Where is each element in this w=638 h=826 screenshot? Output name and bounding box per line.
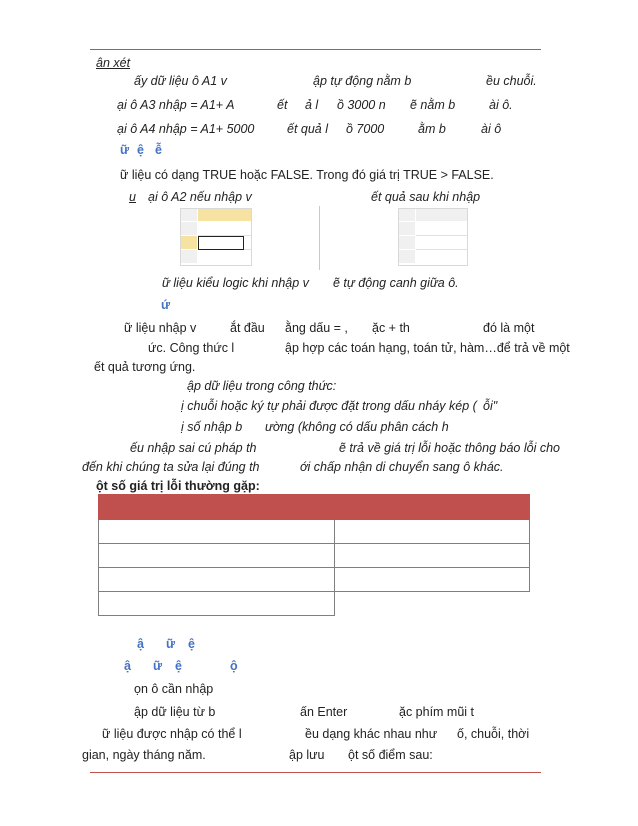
text-line: ập tự động nằm b	[313, 74, 412, 88]
text-line: ại ô A4 nhập = A1+ 5000	[117, 122, 255, 136]
active-cell[interactable]	[198, 236, 244, 250]
error-table	[98, 494, 530, 616]
error-text: đến khi chúng ta sửa lại đúng th	[82, 460, 260, 474]
error-text: ẽ trả về giá trị lỗi hoặc thông báo lỗi cho	[339, 441, 560, 455]
table-row	[99, 592, 530, 616]
formula-text: ữ liệu nhập v	[124, 321, 197, 335]
step-text: ặc phím mũi t	[399, 705, 475, 719]
row-header	[399, 222, 415, 235]
text-line: ết quả l	[287, 122, 329, 136]
corner-cell	[181, 209, 197, 221]
error-text: ới chấp nhận di chuyển sang ô khác.	[300, 460, 504, 474]
body-text: gian, ngày tháng năm.	[82, 748, 206, 762]
column-header	[416, 209, 467, 221]
section-heading-logic: ệ	[137, 143, 144, 157]
body-text: ữ liệu được nhập có thể l	[102, 727, 242, 741]
bullet-text: ị số nhập b	[181, 420, 243, 434]
text-line: ài ô.	[489, 98, 513, 112]
excel-thumbnail-left	[180, 208, 252, 266]
table-row	[99, 568, 530, 592]
bullet-text: ường (không có dấu phân cách h	[265, 420, 449, 434]
column-header	[198, 209, 251, 221]
formula-text: ết quả tương ứng.	[94, 360, 196, 374]
formula-text: ằng dấu = ,	[285, 321, 348, 335]
formula-text: ức. Công thức l	[148, 341, 235, 355]
row-header	[181, 250, 197, 263]
top-rule	[90, 49, 541, 50]
text-line: ồ 7000	[346, 122, 385, 136]
formula-text: ặc + th	[372, 321, 410, 335]
body-text: ập lưu	[289, 748, 325, 762]
corner-cell	[399, 209, 415, 221]
example-text: ết quả sau khi nhập	[371, 190, 481, 204]
text-line: ết	[277, 98, 288, 112]
formula-text: ắt đầu	[230, 321, 265, 335]
example-text: ại ô A2 nếu nhập v	[148, 190, 252, 204]
section-heading-formula: ứ	[161, 298, 171, 312]
table-header-row	[99, 495, 530, 520]
formula-text: ập hợp các toán hạng, toán tử, hàm…để trả về một	[285, 341, 570, 355]
text-line: ẽ nằm b	[410, 98, 456, 112]
section-heading-input: ữ	[166, 637, 176, 651]
table-row	[99, 544, 530, 568]
separator	[319, 206, 320, 270]
example-label: u	[129, 190, 136, 204]
step-text: ấn Enter	[300, 705, 348, 719]
step-text: ọn ô cần nhập	[134, 682, 214, 696]
note-logic: ữ liệu kiểu logic khi nhập v	[162, 276, 309, 290]
subsection-heading: ệ	[175, 659, 182, 673]
text-line: ại ô A3 nhập = A1+ A	[117, 98, 235, 112]
section-heading-logic: ễ	[155, 143, 162, 157]
subsection-heading: ữ	[153, 659, 163, 673]
subsection-heading: ộ	[230, 659, 238, 673]
formula-text: đó là một	[483, 321, 535, 335]
step-text: ập dữ liệu từ b	[134, 705, 216, 719]
text-line: ài ô	[481, 122, 502, 136]
note-formula: ập dữ liệu trong công thức:	[187, 379, 337, 393]
body-text: ột số điểm sau:	[348, 748, 433, 762]
text-line: ả l	[305, 98, 319, 112]
bullet-text: ị chuỗi hoặc ký tự phải được đặt trong dấu nháy kép (	[181, 399, 477, 413]
subsection-heading: ậ	[124, 659, 131, 673]
table-row	[99, 520, 530, 544]
section-heading-input: ậ	[137, 637, 144, 651]
text-line: ấy dữ liệu ô A1 v	[134, 74, 227, 88]
row-header	[181, 236, 197, 249]
text-line: ằm b	[418, 122, 446, 136]
body-text: ố, chuỗi, thời	[457, 727, 530, 741]
body-text: ều dạng khác nhau như	[305, 727, 438, 741]
logic-description: ữ liệu có dạng TRUE hoặc FALSE. Trong đó giá trị TRUE > FALSE.	[120, 168, 494, 182]
bottom-rule	[90, 772, 541, 773]
row-header	[181, 222, 197, 235]
text-line: ều chuỗi.	[486, 74, 537, 88]
text-line: ồ 3000 n	[337, 98, 386, 112]
row-header	[399, 250, 415, 263]
section-heading-input: ệ	[188, 637, 195, 651]
row-header	[399, 236, 415, 249]
error-table-title: ột số giá trị lỗi thường gặp:	[96, 479, 260, 493]
bullet-text: ỗi"	[483, 399, 498, 413]
excel-thumbnail-right	[398, 208, 468, 266]
note-logic: ẽ tự động canh giữa ô.	[333, 276, 459, 290]
section-heading-logic: ữ	[120, 143, 130, 157]
heading-nhan-xet: ân xét	[96, 56, 131, 70]
error-text: ếu nhập sai cú pháp th	[130, 441, 257, 455]
